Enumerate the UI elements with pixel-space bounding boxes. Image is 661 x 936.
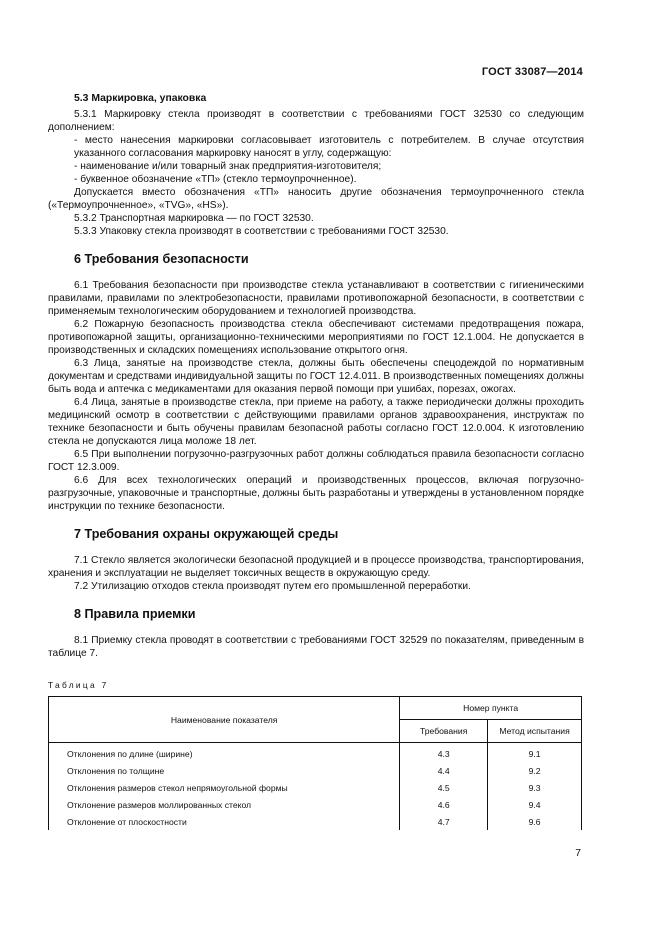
paragraph-5-3-1-note: Допускается вместо обозначения «ТП» наносить другие обозначения термоупрочненного стекла («Термоупрочненное», «TVG», «HS»). [48, 187, 584, 211]
page-number: 7 [575, 848, 581, 859]
indicator-cell: Отклонения по длине (ширине) [49, 743, 400, 763]
acceptance-table [48, 696, 582, 830]
document-code: ГОСТ 33087—2014 [481, 66, 583, 78]
list-item: - буквенное обозначение «ТП» (стекло термоупрочненное). [74, 174, 357, 185]
requirement-cell: 4.6 [400, 796, 488, 813]
column-header-indicator: Наименование показателя [49, 697, 400, 743]
paragraph-5-3-2: 5.3.2 Транспортная маркировка — по ГОСТ 32530. [74, 213, 314, 224]
paragraph-6-5: 6.5 При выполнении погрузочно-разгрузочных работ должны соблюдаться правила безопасности согласно ГОСТ 12.3.009. [48, 449, 584, 473]
requirement-cell: 4.4 [400, 762, 488, 779]
indicator-cell: Отклонение от плоскостности [49, 813, 400, 830]
section-5-3-heading: 5.3 Маркировка, упаковка [74, 93, 207, 104]
paragraph-6-3: 6.3 Лица, занятые на производстве стекла, должны быть обеспечены спецодеждой по нормативным документам и средствами индивидуальной защиты по ГОСТ 12.4.011. В производственных помещениях должны быть вода и аптечка с медикаментами для оказания первой помощи при ушибах, порезах, ожогах. [48, 358, 584, 395]
method-cell: 9.4 [488, 796, 582, 813]
indicator-cell: Отклонения по толщине [49, 762, 400, 779]
table-row [49, 762, 582, 779]
table-row [49, 796, 582, 813]
table-row [49, 743, 582, 763]
section-8-heading: 8 Правила приемки [74, 607, 196, 621]
paragraph-6-1: 6.1 Требования безопасности при производстве стекла устанавливают в соответствии с гигиеническими правилами, правилами по электробезопасности, правилами противопожарной безопасности, в соответствии с применяемым технологическим оборудованием и технологией производства. [48, 280, 584, 317]
column-header-requirements: Требования [400, 720, 488, 743]
column-header-test-method: Метод испытания [488, 720, 582, 743]
requirement-cell: 4.3 [400, 743, 488, 763]
section-7-heading: 7 Требования охраны окружающей среды [74, 527, 339, 541]
method-cell: 9.2 [488, 762, 582, 779]
list-item: - наименование и/или товарный знак предприятия-изготовителя; [74, 161, 382, 172]
table-row [49, 813, 582, 830]
paragraph-6-6: 6.6 Для всех технологических операций и производственных процессов, включая погрузочно-разгрузочные, упаковочные и транспортные, должны быть разработаны и утверждены в установленном порядке инструкции по технике безопасности. [48, 475, 584, 512]
paragraph-5-3-3: 5.3.3 Упаковку стекла производят в соответствии с требованиями ГОСТ 32530. [74, 226, 449, 237]
table-caption: Таблица 7 [48, 680, 109, 690]
section-6-heading: 6 Требования безопасности [74, 252, 249, 266]
table-row [49, 779, 582, 796]
method-cell: 9.1 [488, 743, 582, 763]
column-group-header: Номер пункта [400, 697, 582, 720]
paragraph-7-2: 7.2 Утилизацию отходов стекла производят путем его промышленной переработки. [74, 581, 471, 592]
method-cell: 9.3 [488, 779, 582, 796]
paragraph-8-1: 8.1 Приемку стекла проводят в соответствии с требованиями ГОСТ 32529 по показателям, приведенным в таблице 7. [48, 635, 584, 659]
page-content [48, 92, 584, 830]
paragraph-7-1: 7.1 Стекло является экологически безопасной продукцией и в процессе производства, транспортирования, хранения и эксплуатации не выделяет токсичных веществ в окружающую среду. [48, 555, 584, 579]
list-item: - место нанесения маркировки согласовывает изготовитель с потребителем. В случае отсутствия указанного согласования маркировку наносят в углу, содержащую: [74, 135, 584, 159]
paragraph-6-2: 6.2 Пожарную безопасность производства стекла обеспечивают системами предотвращения пожара, противопожарной защиты, организационно-техническими мероприятиями по ГОСТ 12.1.004. Не допускается в производственных и складских помещениях использование открытого огня. [48, 319, 584, 356]
requirement-cell: 4.5 [400, 779, 488, 796]
paragraph-5-3-1: 5.3.1 Маркировку стекла производят в соответствии с требованиями ГОСТ 32530 со следующим дополнением: [48, 109, 584, 133]
method-cell: 9.6 [488, 813, 582, 830]
indicator-cell: Отклонение размеров моллированных стекол [49, 796, 400, 813]
requirement-cell: 4.7 [400, 813, 488, 830]
indicator-cell: Отклонения размеров стекол непрямоугольной формы [49, 779, 400, 796]
paragraph-6-4: 6.4 Лица, занятые в производстве стекла, при приеме на работу, а также периодически должны проходить медицинский осмотр в соответствии с действующими правилами органов здравоохранения, инструктаж по технике безопасности и быть обучены правилам безопасной работы согласно ГОСТ 12.0.004. К изготовлению стекла не допускаются лица моложе 18 лет. [48, 397, 584, 447]
